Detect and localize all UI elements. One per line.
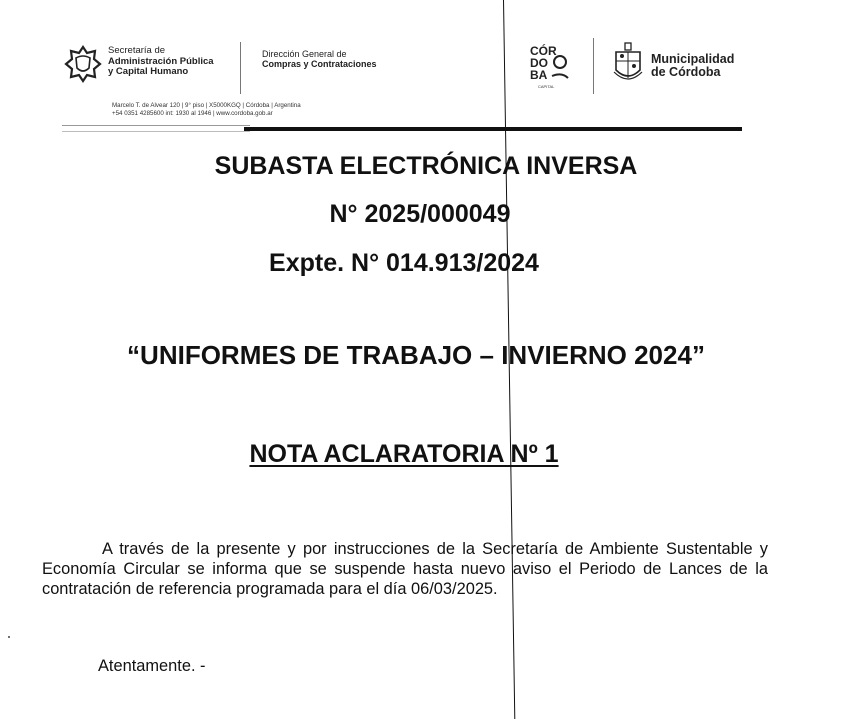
direccion-label: [262, 49, 377, 69]
letterhead: [0, 0, 852, 135]
subject-title: “UNIFORMES DE TRABAJO – INVIERNO 2024”: [127, 340, 705, 370]
secretaria-label: [108, 46, 214, 78]
municipalidad-line-2: de Córdoba: [651, 65, 721, 79]
scan-speck: [8, 636, 10, 638]
direccion-line-2: Compras y Contrataciones: [262, 59, 377, 69]
municipalidad-line-1: Municipalidad: [651, 52, 735, 66]
cordoba-capital-logo-icon: [524, 42, 576, 90]
letterhead-rule-thin-lower: [62, 131, 250, 132]
letterhead-rule-thin: [62, 125, 250, 126]
address-block: [112, 102, 301, 118]
municipalidad-label: [651, 53, 734, 79]
secretaria-shield-logo-icon: [64, 44, 102, 84]
note-title: NOTA ACLARATORIA Nº 1: [249, 440, 559, 468]
address-line-1: Marcelo T. de Alvear 120 | 9° piso | X5000KGQ | Córdoba | Argentina: [112, 102, 301, 109]
secretaria-line-3: y Capital Humano: [108, 66, 189, 77]
document-title: SUBASTA ELECTRÓNICA INVERSA: [214, 152, 638, 180]
letterhead-rule: [244, 127, 742, 131]
cordoba-logo-subtitle: CAPITAL: [538, 84, 555, 89]
secretaria-line-2: Administración Pública: [108, 55, 214, 67]
auction-number: N° 2025/000049: [329, 200, 511, 228]
note-heading: [0, 440, 830, 469]
cordoba-logo-line-2: DO: [530, 56, 548, 70]
body-paragraph: [42, 539, 768, 599]
expediente-number: Expte. N° 014.913/2024: [269, 249, 539, 277]
body-text: A través de la presente y por instrucciones de la Secretaría de Ambiente Sustentable y Economía Circular se informa que se suspende hasta nuevo aviso el Periodo de Lances de la contratación de referencia programada para el día 06/03/2025.: [42, 540, 768, 598]
secretaria-line-1: Secretaría de: [108, 45, 166, 56]
closing-text: Atentamente. -: [98, 657, 206, 675]
logo-divider: [593, 38, 594, 94]
municipal-crest-icon: [612, 42, 644, 86]
cordoba-logo-line-1: CÓR: [530, 44, 557, 58]
direccion-line-1: Dirección General de: [262, 49, 347, 59]
address-line-2: +54 0351 4285600 int: 1930 al 1946 | www.cordoba.gob.ar: [112, 110, 273, 117]
letterhead-divider: [240, 42, 241, 94]
cordoba-logo-line-3: BA: [530, 68, 548, 82]
